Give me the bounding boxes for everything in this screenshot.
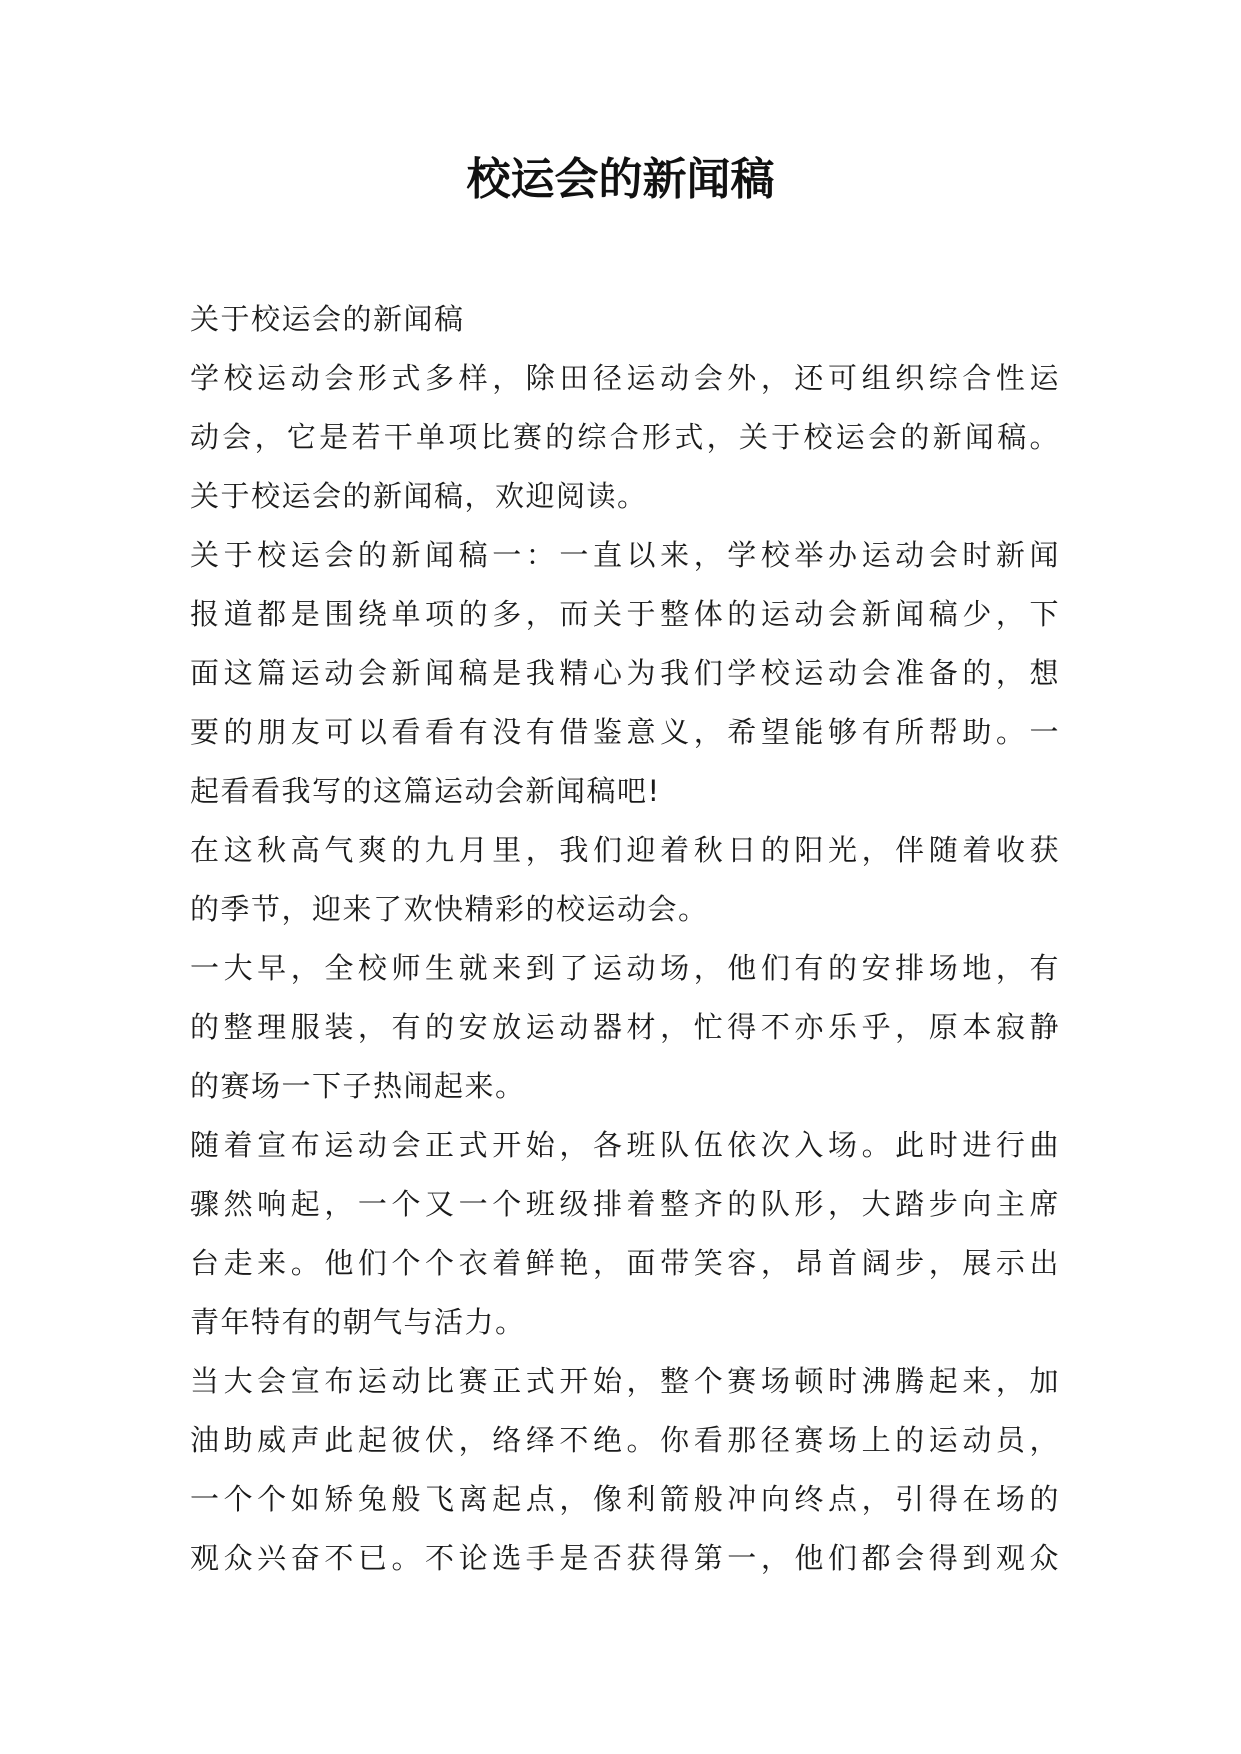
body-line: 关于校运会的新闻稿 <box>190 302 465 336</box>
body-line: 动会，它是若干单项比赛的综合形式，关于校运会的新闻稿。 <box>190 420 1060 454</box>
body-line: 骤然响起，一个又一个班级排着整齐的队形，大踏步向主席 <box>190 1187 1060 1221</box>
body-line: 的赛场一下子热闹起来。 <box>190 1069 526 1103</box>
body-line: 的整理服装，有的安放运动器材，忙得不亦乐乎，原本寂静 <box>190 1010 1060 1044</box>
body-line: 的季节，迎来了欢快精彩的校运动会。 <box>190 892 709 926</box>
body-line: 一大早，全校师生就来到了运动场，他们有的安排场地，有 <box>190 951 1060 985</box>
body-line: 要的朋友可以看看有没有借鉴意义，希望能够有所帮助。一 <box>190 715 1060 749</box>
body-line: 报道都是围绕单项的多，而关于整体的运动会新闻稿少，下 <box>190 597 1060 631</box>
body-line: 当大会宣布运动比赛正式开始，整个赛场顿时沸腾起来，加 <box>190 1364 1060 1398</box>
body-line: 台走来。他们个个衣着鲜艳，面带笑容，昂首阔步，展示出 <box>190 1246 1060 1280</box>
body-line: 随着宣布运动会正式开始，各班队伍依次入场。此时进行曲 <box>190 1128 1060 1162</box>
body-line: 在这秋高气爽的九月里，我们迎着秋日的阳光，伴随着收获 <box>190 833 1060 867</box>
body-line: 关于校运会的新闻稿，欢迎阅读。 <box>190 479 648 513</box>
body-line: 学校运动会形式多样，除田径运动会外，还可组织综合性运 <box>190 361 1060 395</box>
body-line: 观众兴奋不已。不论选手是否获得第一，他们都会得到观众 <box>190 1541 1060 1575</box>
body-line: 关于校运会的新闻稿一：一直以来，学校举办运动会时新闻 <box>190 538 1060 572</box>
document-title: 校运会的新闻稿 <box>466 154 775 205</box>
body-line: 面这篇运动会新闻稿是我精心为我们学校运动会准备的，想 <box>190 656 1060 690</box>
body-line: 一个个如矫兔般飞离起点，像利箭般冲向终点，引得在场的 <box>190 1482 1060 1516</box>
body-line: 油助威声此起彼伏，络绎不绝。你看那径赛场上的运动员， <box>190 1423 1060 1457</box>
body-line: 青年特有的朝气与活力。 <box>190 1305 526 1339</box>
document-body <box>190 290 1060 1588</box>
body-line: 起看看我写的这篇运动会新闻稿吧! <box>190 774 661 808</box>
